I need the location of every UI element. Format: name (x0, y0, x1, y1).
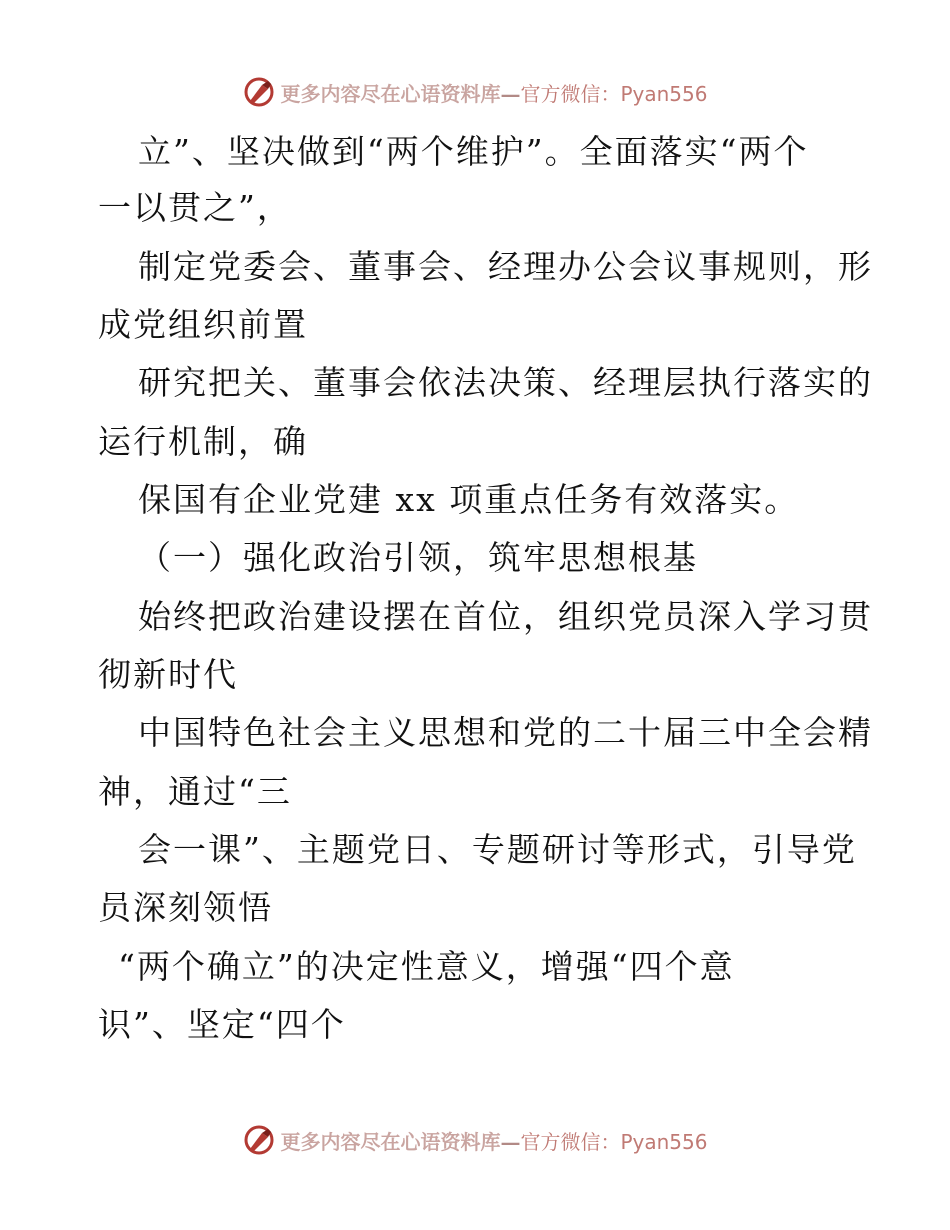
pen-nib-logo-icon (242, 1123, 276, 1157)
paragraph-line: 神，通过“三 (98, 772, 292, 811)
paragraph-line: 立”、坚决做到“两个维护”。全面落实“两个 (138, 132, 809, 171)
footer-watermark (0, 1120, 950, 1160)
paragraph-line: 彻新时代 (98, 655, 238, 694)
paragraph-line: 始终把政治建设摆在首位，组织党员深入学习贯 (138, 597, 873, 636)
paragraph-line: “两个确立”的决定性意义，增强“四个意 (118, 947, 735, 986)
section-heading: （一）强化政治引领，筑牢思想根基 (138, 538, 698, 577)
paragraph-line: 一以贯之”， (98, 188, 292, 227)
paragraph-line: 员深刻领悟 (98, 888, 273, 927)
paragraph-line: 制定党委会、董事会、经理办公会议事规则，形 (138, 247, 873, 286)
paragraph-line: 识”、坚定“四个 (98, 1005, 346, 1044)
watermark-text: 更多内容尽在心语资料库—官方微信：Pyan556 (280, 1129, 708, 1154)
paragraph-line: 运行机制，确 (98, 422, 308, 461)
paragraph-line: 中国特色社会主义思想和党的二十届三中全会精 (138, 713, 873, 752)
paragraph-line: 研究把关、董事会依法决策、经理层执行落实的 (138, 363, 873, 402)
paragraph-line: 会一课”、主题党日、专题研讨等形式，引导党 (138, 830, 857, 869)
paragraph-line: 成党组织前置 (98, 305, 308, 344)
paragraph-line: 保国有企业党建 xx 项重点任务有效落实。 (138, 480, 800, 519)
watermark-text: 更多内容尽在心语资料库—官方微信：Pyan556 (280, 81, 708, 106)
pen-nib-logo-icon (242, 75, 276, 109)
header-watermark (0, 72, 950, 112)
